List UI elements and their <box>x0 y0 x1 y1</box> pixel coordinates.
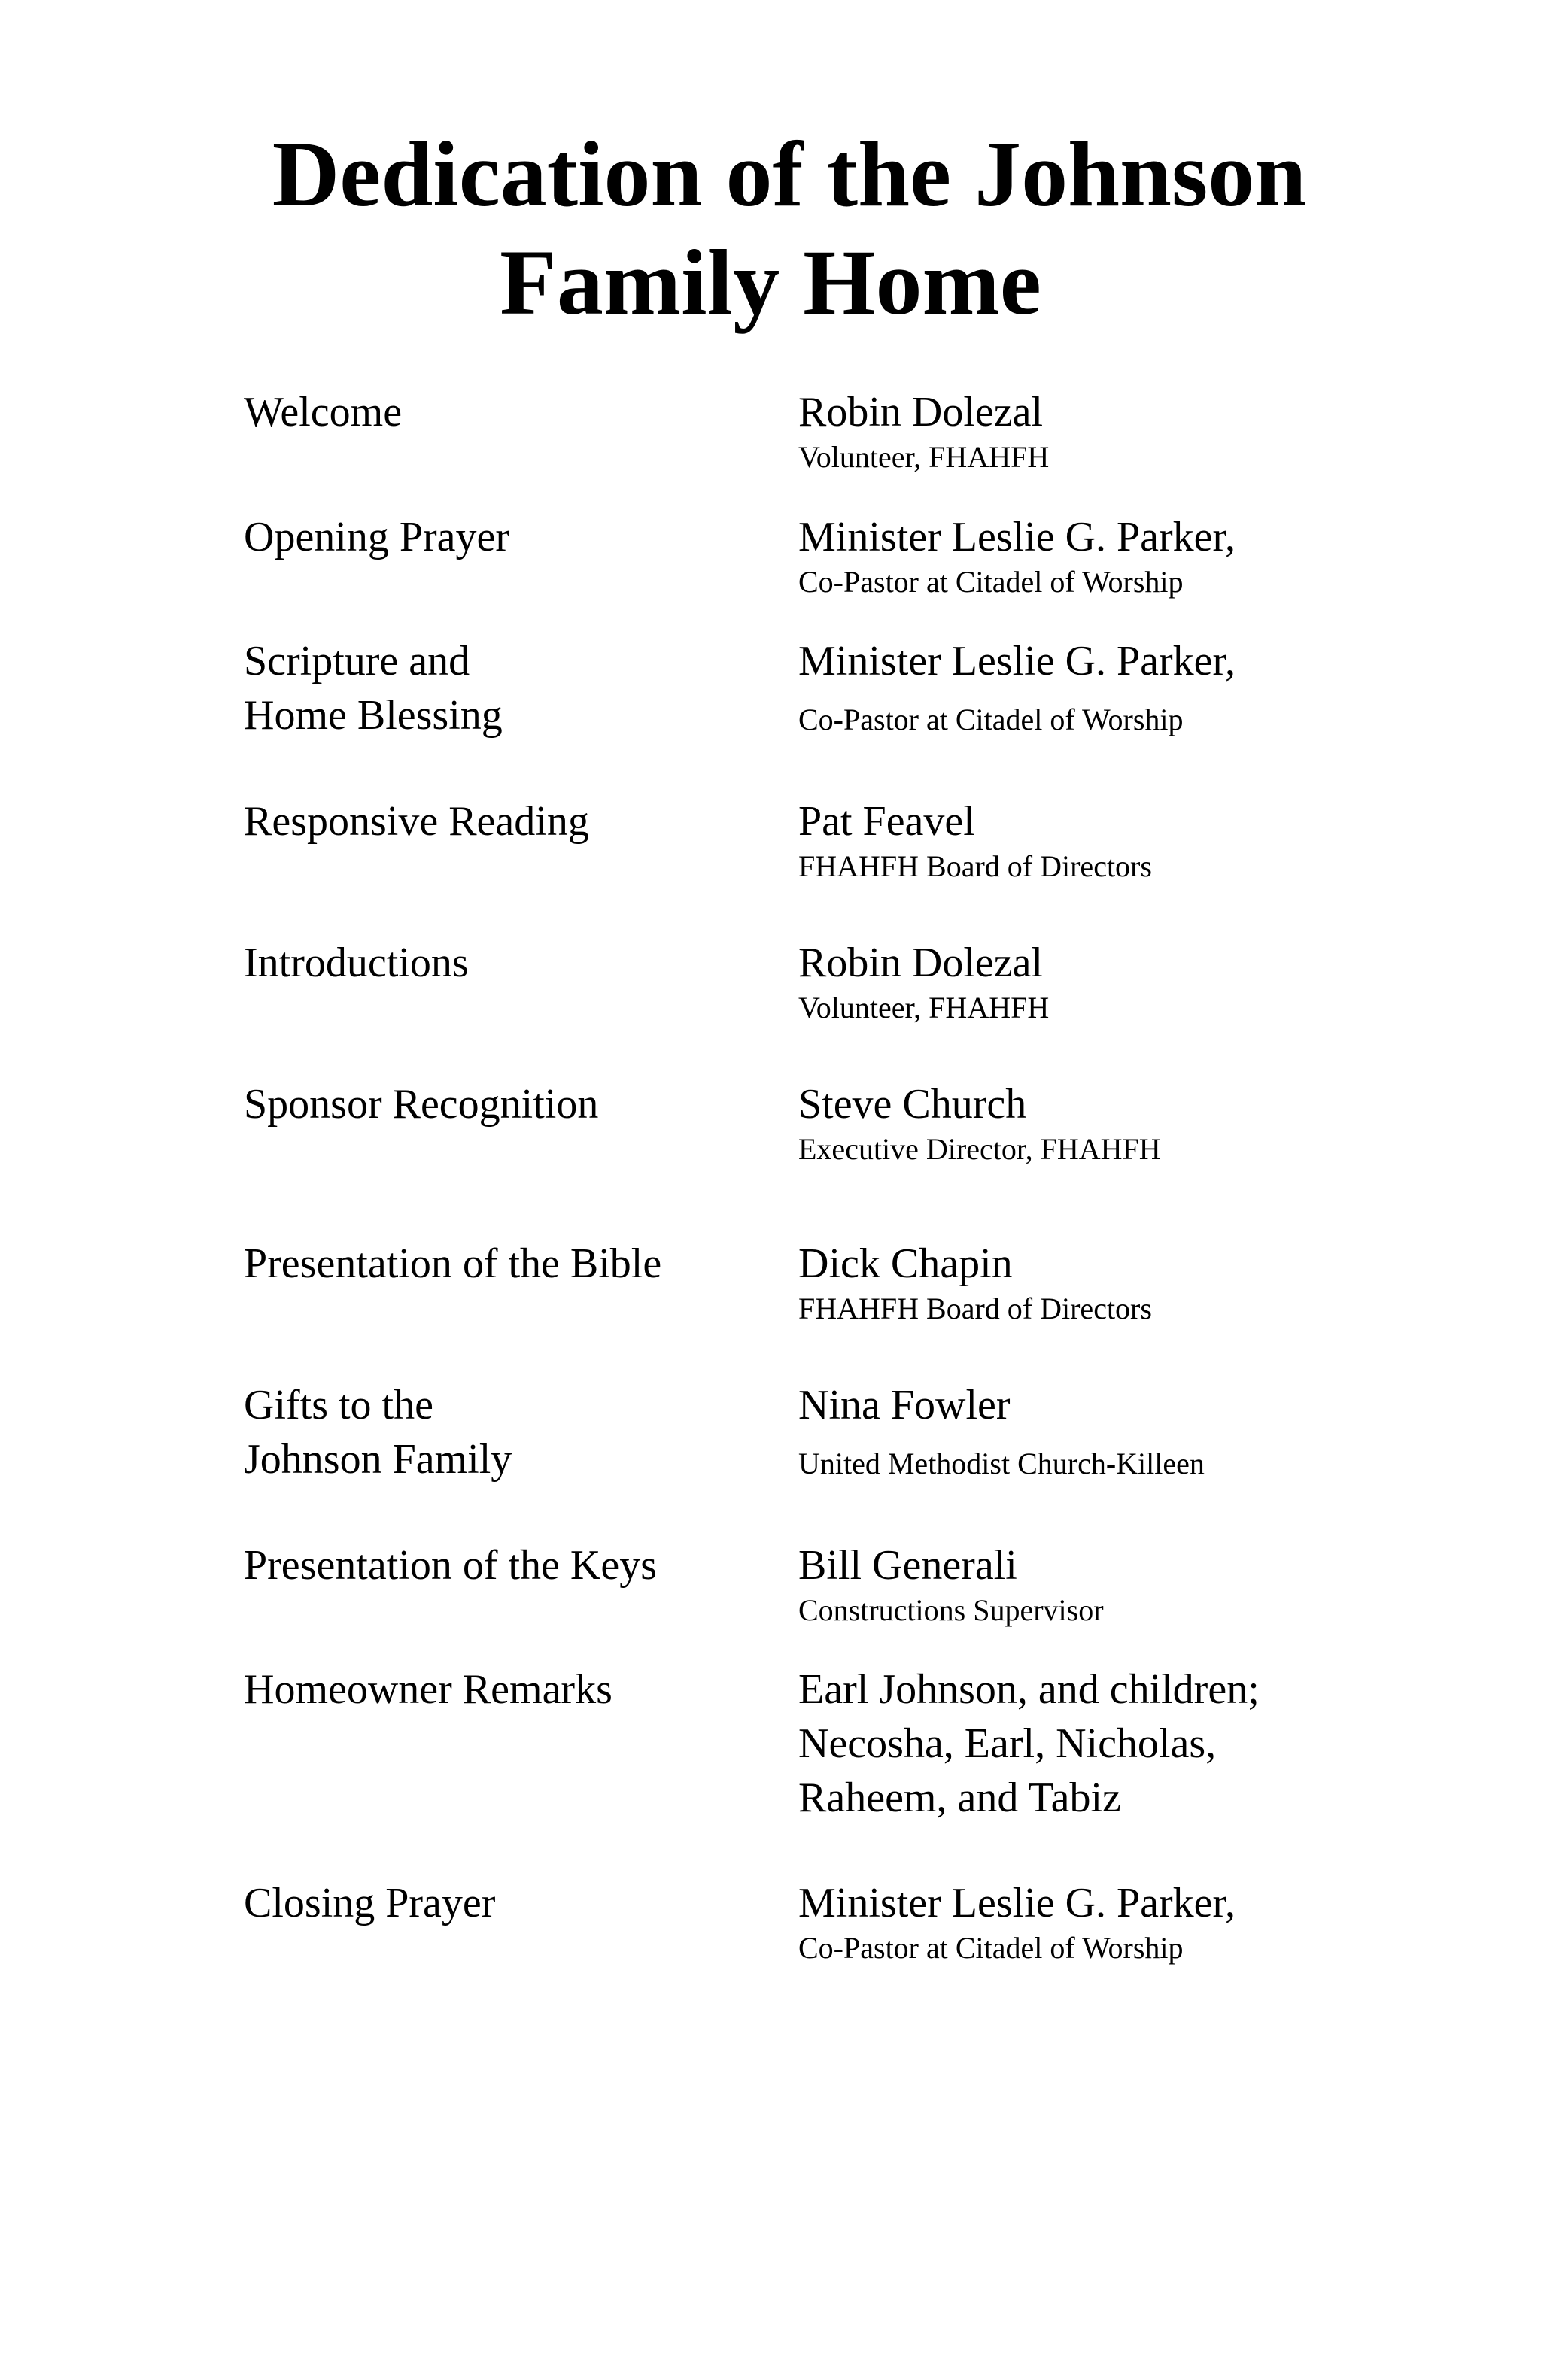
person-name <box>798 794 1521 848</box>
program-item-person <box>798 794 1521 885</box>
program-item-person <box>798 1237 1521 1327</box>
label-line: Opening Prayer <box>244 514 510 560</box>
name-line: Pat Feavel <box>798 798 975 845</box>
person-role: FHAHFH Board of Directors <box>798 1292 1152 1325</box>
program-item-label <box>244 1077 770 1131</box>
label-line: Introductions <box>244 940 469 986</box>
name-line: Robin Dolezal <box>798 940 1044 986</box>
label-line: Gifts to the <box>244 1382 433 1428</box>
person-role: FHAHFH Board of Directors <box>798 849 1152 883</box>
program-item-label <box>244 634 770 742</box>
program-item-label <box>244 1378 770 1486</box>
name-line: Robin Dolezal <box>798 389 1044 436</box>
label-line: Johnson Family <box>244 1436 512 1483</box>
name-line: Bill Generali <box>798 1542 1017 1589</box>
person-name <box>798 634 1521 688</box>
program-item-person <box>798 1538 1521 1629</box>
page-title <box>0 120 1541 337</box>
person-role: Volunteer, FHAHFH <box>798 991 1050 1025</box>
name-line: Nina Fowler <box>798 1382 1011 1428</box>
name-line: Steve Church <box>798 1081 1027 1128</box>
person-role: Executive Director, FHAHFH <box>798 1132 1161 1166</box>
label-line: Presentation of the Bible <box>244 1240 662 1287</box>
person-role: United Methodist Church-Killeen <box>798 1447 1205 1480</box>
program-item-person <box>798 634 1521 738</box>
program-item-label <box>244 1876 770 1930</box>
program-item-person <box>798 1662 1521 1825</box>
program-item-person <box>798 936 1521 1026</box>
program-item-label <box>244 794 770 848</box>
program-item-person <box>798 1077 1521 1167</box>
label-line: Sponsor Recognition <box>244 1081 599 1128</box>
program-item-label <box>244 936 770 990</box>
program-item-person <box>798 510 1521 600</box>
name-line: Minister Leslie G. Parker, <box>798 1880 1236 1926</box>
person-role: Constructions Supervisor <box>798 1593 1104 1627</box>
label-line: Scripture and <box>244 638 470 685</box>
program-item-person <box>798 1378 1521 1482</box>
person-role: Co-Pastor at Citadel of Worship <box>798 1931 1184 1965</box>
person-role: Co-Pastor at Citadel of Worship <box>798 565 1184 599</box>
label-line: Homeowner Remarks <box>244 1666 612 1713</box>
title-line-1: Dedication of the Johnson <box>272 123 1307 226</box>
label-line: Welcome <box>244 389 403 436</box>
name-line: Earl Johnson, and children; <box>798 1666 1260 1713</box>
name-line: Necosha, Earl, Nicholas, <box>798 1720 1217 1767</box>
name-line: Raheem, and Tabiz <box>798 1774 1121 1821</box>
program-item-label <box>244 385 770 439</box>
name-line: Dick Chapin <box>798 1240 1013 1287</box>
label-line: Presentation of the Keys <box>244 1542 657 1589</box>
program-item-person <box>798 1876 1521 1966</box>
program-item-label <box>244 510 770 564</box>
person-name <box>798 1538 1521 1592</box>
label-line: Closing Prayer <box>244 1880 496 1926</box>
name-line: Minister Leslie G. Parker, <box>798 638 1236 685</box>
name-line: Minister Leslie G. Parker, <box>798 514 1236 560</box>
label-line: Home Blessing <box>244 692 503 739</box>
person-role: Co-Pastor at Citadel of Worship <box>798 703 1184 736</box>
person-name <box>798 936 1521 990</box>
program-item-person <box>798 385 1521 475</box>
program-item-label <box>244 1538 770 1592</box>
person-name <box>798 1378 1521 1432</box>
person-name <box>798 1237 1521 1291</box>
label-line: Responsive Reading <box>244 798 589 845</box>
person-name <box>798 1662 1521 1825</box>
person-name <box>798 385 1521 439</box>
person-name <box>798 1077 1521 1131</box>
title-line-2: Family Home <box>500 231 1041 334</box>
person-name <box>798 1876 1521 1930</box>
program-item-label <box>244 1237 770 1291</box>
person-name <box>798 510 1521 564</box>
person-role: Volunteer, FHAHFH <box>798 440 1050 474</box>
program-item-label <box>244 1662 770 1717</box>
